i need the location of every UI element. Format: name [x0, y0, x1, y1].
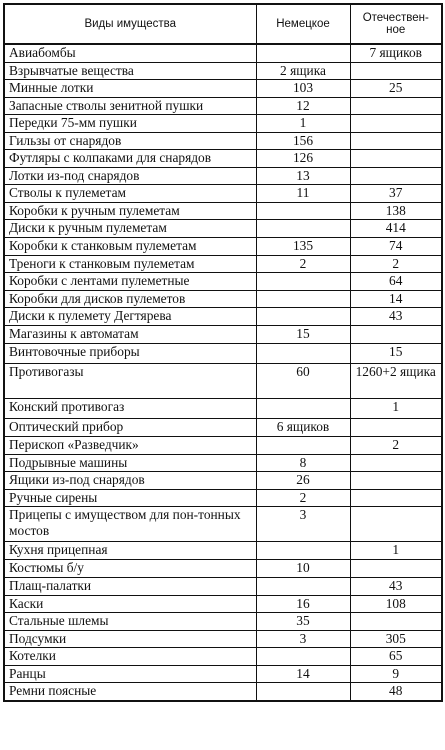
table-row: [4, 364, 442, 399]
table-row: [4, 578, 442, 596]
cell-property-type: Конский противогаз: [4, 399, 256, 419]
cell-german: 10: [256, 560, 350, 578]
cell-german: [256, 291, 350, 308]
cell-german: 13: [256, 168, 350, 185]
header-property-types: Виды имущества: [4, 4, 256, 44]
cell-german: [256, 44, 350, 63]
cell-german: 3: [256, 631, 350, 648]
cell-domestic: 15: [350, 344, 442, 364]
cell-property-type: Диски к пулемету Дегтярева: [4, 308, 256, 326]
cell-property-type: Перископ «Разведчик»: [4, 437, 256, 455]
cell-domestic: [350, 326, 442, 344]
cell-property-type: Ящики из-под снарядов: [4, 472, 256, 490]
table-body: [4, 44, 442, 701]
header-domestic-line2: ное: [386, 24, 406, 36]
cell-domestic: [350, 419, 442, 437]
cell-domestic: 64: [350, 273, 442, 291]
cell-german: 6 ящиков: [256, 419, 350, 437]
cell-domestic: 65: [350, 648, 442, 666]
cell-german: 35: [256, 613, 350, 631]
cell-property-type: Прицепы с имуществом для пон-тонных мостов: [4, 507, 256, 542]
cell-domestic: 25: [350, 80, 442, 98]
cell-domestic: 74: [350, 238, 442, 256]
cell-domestic: 1: [350, 399, 442, 419]
cell-german: [256, 203, 350, 220]
inventory-table: [3, 3, 443, 702]
cell-german: [256, 578, 350, 596]
table-row: [4, 631, 442, 648]
cell-property-type: Диски к ручным пулеметам: [4, 220, 256, 238]
cell-property-type: Ручные сирены: [4, 490, 256, 507]
cell-property-type: Ранцы: [4, 666, 256, 683]
cell-german: [256, 399, 350, 419]
cell-german: 2: [256, 256, 350, 273]
table-row: [4, 666, 442, 683]
cell-domestic: 108: [350, 596, 442, 613]
table-row: [4, 648, 442, 666]
cell-german: [256, 648, 350, 666]
table-row: [4, 326, 442, 344]
cell-domestic: 14: [350, 291, 442, 308]
cell-property-type: Коробки к станковым пулеметам: [4, 238, 256, 256]
cell-domestic: 43: [350, 578, 442, 596]
cell-domestic: 9: [350, 666, 442, 683]
table-row: [4, 683, 442, 702]
cell-german: 14: [256, 666, 350, 683]
cell-property-type: Передки 75-мм пушки: [4, 115, 256, 133]
cell-german: 60: [256, 364, 350, 399]
header-domestic: [350, 4, 442, 44]
table-row: [4, 80, 442, 98]
cell-property-type: Подрывные машины: [4, 455, 256, 472]
cell-property-type: Футляры с колпаками для снарядов: [4, 150, 256, 168]
cell-property-type: Плащ-палатки: [4, 578, 256, 596]
table-row: [4, 437, 442, 455]
table-row: [4, 168, 442, 185]
cell-domestic: [350, 115, 442, 133]
cell-domestic: [350, 133, 442, 150]
cell-german: 16: [256, 596, 350, 613]
cell-domestic: 414: [350, 220, 442, 238]
table-row: [4, 256, 442, 273]
cell-german: 1: [256, 115, 350, 133]
header-german: Немецкое: [256, 4, 350, 44]
cell-german: [256, 437, 350, 455]
table-row: [4, 203, 442, 220]
table-row: [4, 419, 442, 437]
cell-property-type: Костюмы б/у: [4, 560, 256, 578]
cell-german: 11: [256, 185, 350, 203]
cell-property-type: Гильзы от снарядов: [4, 133, 256, 150]
table-row: [4, 238, 442, 256]
inventory-table-container: [3, 3, 441, 702]
cell-domestic: [350, 63, 442, 80]
header-domestic-line1: Отечествен-: [362, 11, 429, 24]
cell-property-type: Запасные стволы зенитной пушки: [4, 98, 256, 115]
table-row: [4, 472, 442, 490]
table-row: [4, 115, 442, 133]
cell-property-type: Коробки к ручным пулеметам: [4, 203, 256, 220]
table-row: [4, 560, 442, 578]
cell-property-type: Стволы к пулеметам: [4, 185, 256, 203]
cell-german: 135: [256, 238, 350, 256]
cell-german: 2 ящика: [256, 63, 350, 80]
cell-domestic: 2: [350, 437, 442, 455]
cell-domestic: [350, 455, 442, 472]
cell-property-type: Винтовочные приборы: [4, 344, 256, 364]
cell-german: [256, 683, 350, 702]
cell-german: 3: [256, 507, 350, 542]
cell-german: 156: [256, 133, 350, 150]
cell-german: 26: [256, 472, 350, 490]
cell-domestic: [350, 507, 442, 542]
cell-domestic: 2: [350, 256, 442, 273]
cell-domestic: 1: [350, 542, 442, 560]
table-row: [4, 399, 442, 419]
cell-domestic: 48: [350, 683, 442, 702]
table-row: [4, 220, 442, 238]
cell-property-type: Взрывчатые вещества: [4, 63, 256, 80]
cell-domestic: 1260+2 ящика: [350, 364, 442, 399]
cell-domestic: [350, 168, 442, 185]
cell-domestic: 37: [350, 185, 442, 203]
table-row: [4, 455, 442, 472]
cell-property-type: Лотки из-под снарядов: [4, 168, 256, 185]
table-row: [4, 273, 442, 291]
cell-german: 8: [256, 455, 350, 472]
cell-german: 15: [256, 326, 350, 344]
cell-german: 126: [256, 150, 350, 168]
table-row: [4, 344, 442, 364]
cell-domestic: [350, 472, 442, 490]
table-row: [4, 308, 442, 326]
table-row: [4, 150, 442, 168]
table-row: [4, 490, 442, 507]
cell-domestic: [350, 613, 442, 631]
cell-domestic: [350, 150, 442, 168]
table-row: [4, 133, 442, 150]
cell-property-type: Оптический прибор: [4, 419, 256, 437]
cell-domestic: 7 ящиков: [350, 44, 442, 63]
cell-property-type: Котелки: [4, 648, 256, 666]
cell-property-type: Кухня прицепная: [4, 542, 256, 560]
cell-property-type: Ремни поясные: [4, 683, 256, 702]
cell-domestic: [350, 98, 442, 115]
cell-german: [256, 542, 350, 560]
table-row: [4, 507, 442, 542]
table-row: [4, 98, 442, 115]
table-row: [4, 44, 442, 63]
cell-property-type: Подсумки: [4, 631, 256, 648]
cell-property-type: Авиабомбы: [4, 44, 256, 63]
cell-german: [256, 220, 350, 238]
cell-property-type: Треноги к станковым пулеметам: [4, 256, 256, 273]
cell-property-type: Магазины к автоматам: [4, 326, 256, 344]
cell-property-type: Каски: [4, 596, 256, 613]
cell-german: 12: [256, 98, 350, 115]
cell-domestic: 305: [350, 631, 442, 648]
cell-domestic: 43: [350, 308, 442, 326]
cell-domestic: 138: [350, 203, 442, 220]
table-row: [4, 596, 442, 613]
table-row: [4, 185, 442, 203]
table-header-row: [4, 4, 442, 44]
cell-german: [256, 308, 350, 326]
table-row: [4, 613, 442, 631]
cell-domestic: [350, 490, 442, 507]
cell-property-type: Минные лотки: [4, 80, 256, 98]
table-row: [4, 291, 442, 308]
cell-property-type: Коробки для дисков пулеметов: [4, 291, 256, 308]
table-row: [4, 63, 442, 80]
cell-property-type: Коробки с лентами пулеметные: [4, 273, 256, 291]
cell-german: [256, 344, 350, 364]
cell-domestic: [350, 560, 442, 578]
cell-property-type: Стальные шлемы: [4, 613, 256, 631]
cell-property-type: Противогазы: [4, 364, 256, 399]
table-row: [4, 542, 442, 560]
cell-german: [256, 273, 350, 291]
cell-german: 103: [256, 80, 350, 98]
cell-german: 2: [256, 490, 350, 507]
